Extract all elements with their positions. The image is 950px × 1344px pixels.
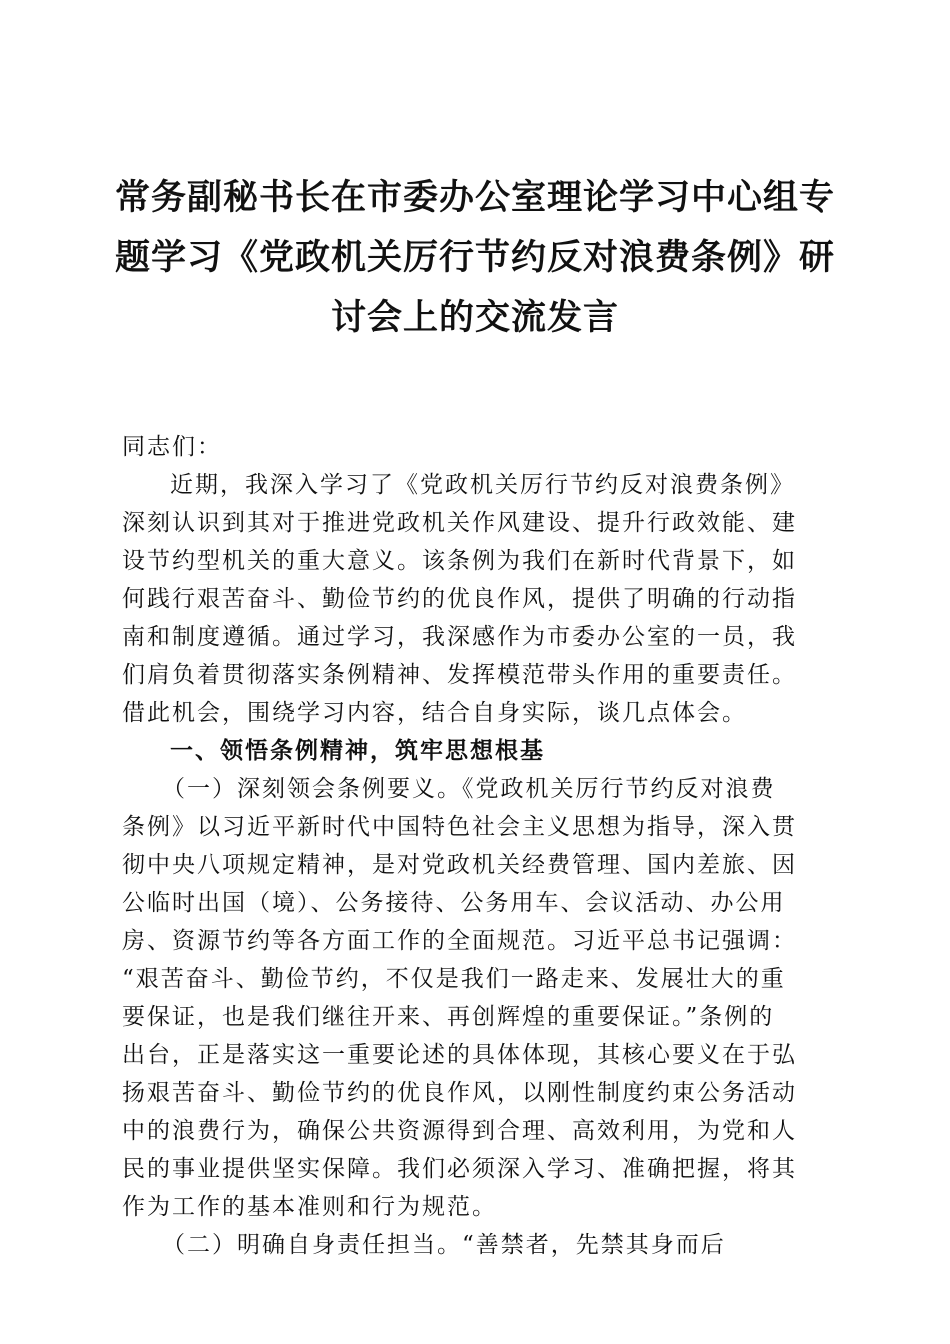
paragraph-line: “艰苦奋斗、勤俭节约，不仅是我们一路走来、发展壮大的重 <box>122 966 786 992</box>
salutation: 同志们： <box>122 434 222 460</box>
paragraph-line: 借此机会，围绕学习内容，结合自身实际，谈几点体会。 <box>122 700 747 726</box>
paragraph-line: 设节约型机关的重大意义。该条例为我们在新时代背景下，如 <box>122 548 797 574</box>
document-title <box>105 168 845 348</box>
paragraph-line: 扬艰苦奋斗、勤俭节约的优良作风，以刚性制度约束公务活动 <box>122 1080 797 1106</box>
paragraph-line: （二）明确自身责任担当。“善禁者，先禁其身而后 <box>162 1232 726 1258</box>
title-line: 题学习《党政机关厉行节约反对浪费条例》研 <box>114 238 835 278</box>
section-heading: 一、领悟条例精神，筑牢思想根基 <box>170 738 545 764</box>
title-line: 常务副秘书长在市委办公室理论学习中心组专 <box>114 178 835 218</box>
paragraph-line: 公临时出国（境）、公务接待、公务用车、会议活动、办公用 <box>122 890 786 916</box>
paragraph-line: 何践行艰苦奋斗、勤俭节约的优良作风，提供了明确的行动指 <box>122 586 797 612</box>
paragraph-line: 民的事业提供坚实保障。我们必须深入学习、准确把握，将其 <box>122 1156 797 1182</box>
paragraph-line: 中的浪费行为，确保公共资源得到合理、高效利用，为党和人 <box>122 1118 797 1144</box>
title-line: 讨会上的交流发言 <box>330 298 619 338</box>
document-body <box>122 428 828 1264</box>
paragraph-line: 深刻认识到其对于推进党政机关作风建设、提升行政效能、建 <box>122 510 797 536</box>
paragraph-line: 们肩负着贯彻落实条例精神、发挥模范带头作用的重要责任。 <box>122 662 797 688</box>
paragraph-line: 南和制度遵循。通过学习，我深感作为市委办公室的一员，我 <box>122 624 797 650</box>
paragraph-line: 房、资源节约等各方面工作的全面规范。习近平总书记强调： <box>122 928 797 954</box>
paragraph-line: 要保证，也是我们继往开来、再创辉煌的重要保证。”条例的 <box>122 1004 775 1030</box>
paragraph-line: （一）深刻领会条例要义。《党政机关厉行节约反对浪费 <box>162 776 776 802</box>
paragraph-line: 近期，我深入学习了《党政机关厉行节约反对浪费条例》 <box>170 472 795 498</box>
paragraph-line: 作为工作的基本准则和行为规范。 <box>122 1194 497 1220</box>
paragraph-line: 出台，正是落实这一重要论述的具体体现，其核心要义在于弘 <box>122 1042 797 1068</box>
paragraph-line: 彻中央八项规定精神，是对党政机关经费管理、国内差旅、因 <box>122 852 797 878</box>
paragraph-line: 条例》以习近平新时代中国特色社会主义思想为指导，深入贯 <box>122 814 797 840</box>
